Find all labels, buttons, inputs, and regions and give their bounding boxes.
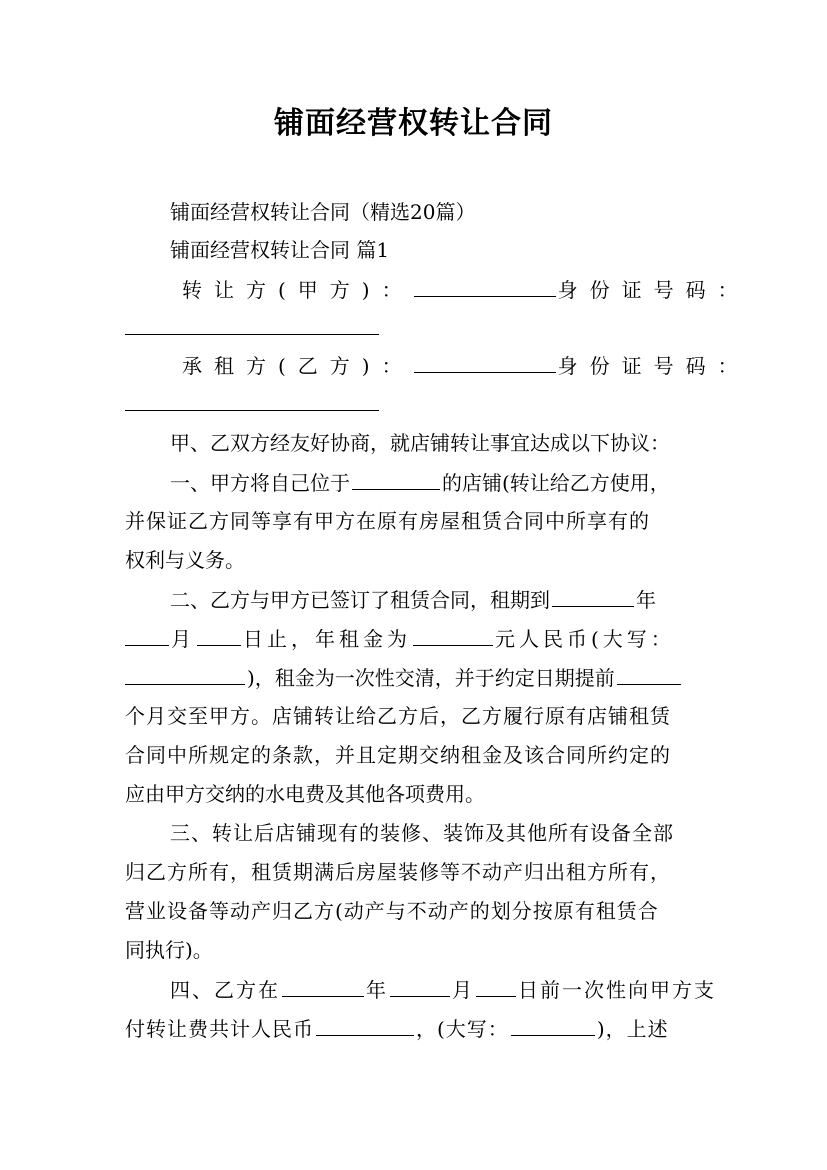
clause4-text-c: 付转让费共计人民币 — [125, 1017, 314, 1041]
clause3-line1: 三、转让后店铺现有的装修、装饰及其他所有设备全部 — [170, 821, 674, 845]
clause3-line2: 归乙方所有，租赁期满后房屋装修等不动产归出租方所有， — [125, 860, 671, 884]
document-title: 铺面经营权转让合同 — [274, 106, 553, 141]
clause2-text-c: 元人民币(大写： — [495, 627, 675, 651]
document-subtitle: 铺面经营权转让合同（精选20篇） — [170, 200, 476, 224]
transferor-id-blank — [125, 312, 379, 335]
clause3-line3: 营业设备等动产归乙方(动产与不动产的划分按原有租赁合 — [125, 899, 659, 923]
clause2-line6: 应由甲方交纳的水电费及其他各项费用。 — [125, 782, 485, 806]
clause4-text-d: ，(大写： — [416, 1017, 509, 1041]
clause2-year-label: 年 — [636, 588, 656, 612]
clause4-month-label: 月 — [452, 978, 474, 1002]
transferee-label: 承租方(乙方)： — [182, 354, 414, 378]
clause4-year-label: 年 — [366, 978, 388, 1002]
clause2-line3 — [125, 662, 705, 693]
transferee-id-blank — [125, 388, 379, 411]
clause2-month-blank — [125, 623, 169, 646]
clause1-text-b: 的店铺(转让给乙方使用， — [442, 471, 670, 495]
clause2-months-ahead-blank — [617, 662, 681, 685]
transferor-label: 转让方(甲方)： — [182, 278, 414, 302]
transferor-id-label: 身份证号码： — [557, 278, 750, 302]
transferee-id-label: 身份证号码： — [557, 354, 750, 378]
clause2-rent-words-blank — [125, 662, 245, 685]
clause2-day-blank — [197, 623, 241, 646]
clause4-text-a: 四、乙方在 — [170, 978, 280, 1002]
clause2-line4: 个月交至甲方。店铺转让给乙方后，乙方履行原有店铺租赁 — [125, 704, 671, 728]
clause2-text-a: 二、乙方与甲方已签订了租赁合同，租期到 — [170, 588, 550, 612]
transferee-name-blank — [414, 350, 556, 373]
clause4-line1 — [170, 974, 750, 1005]
clause2-line5: 合同中所规定的条款，并且定期交纳租金及该合同所约定的 — [125, 743, 671, 767]
transferor-name-blank — [414, 274, 556, 297]
clause2-line1 — [170, 584, 750, 615]
clause1-line2: 并保证乙方同等享有甲方在原有房屋租赁合同中所享有的 — [125, 509, 650, 533]
clause1-line3: 权利与义务。 — [125, 548, 245, 572]
clause2-text-b: 日止，年租金为 — [243, 627, 411, 651]
clause4-text-b: 日前一次性向甲方支 — [518, 978, 716, 1002]
clause4-text-e: )，上述 — [596, 1017, 669, 1041]
clause4-day-blank — [476, 974, 516, 997]
clause1-line1 — [170, 467, 750, 498]
clause1-location-blank — [352, 467, 440, 490]
clause3-line4: 同执行)。 — [125, 938, 213, 962]
clause4-fee-words-blank — [511, 1013, 595, 1036]
clause4-month-blank — [390, 974, 450, 997]
transferee-id-row — [125, 388, 705, 419]
intro-paragraph: 甲、乙双方经友好协商，就店铺转让事宜达成以下协议： — [170, 431, 670, 455]
clause2-month-label: 月 — [171, 627, 195, 651]
clause1-text-a: 一、甲方将自己位于 — [170, 471, 350, 495]
clause2-year-blank — [552, 584, 634, 607]
clause4-fee-blank — [316, 1013, 414, 1036]
transferor-row — [182, 274, 762, 305]
clause2-text-d: )，租金为一次性交清，并于约定日期提前 — [247, 666, 615, 690]
clause4-year-blank — [282, 974, 364, 997]
transferee-row — [182, 350, 762, 381]
transferor-id-row — [125, 312, 705, 343]
clause2-line2 — [125, 623, 705, 654]
clause4-line2 — [125, 1013, 705, 1044]
clause2-rent-blank — [413, 623, 493, 646]
section-heading: 铺面经营权转让合同 篇1 — [170, 238, 390, 262]
